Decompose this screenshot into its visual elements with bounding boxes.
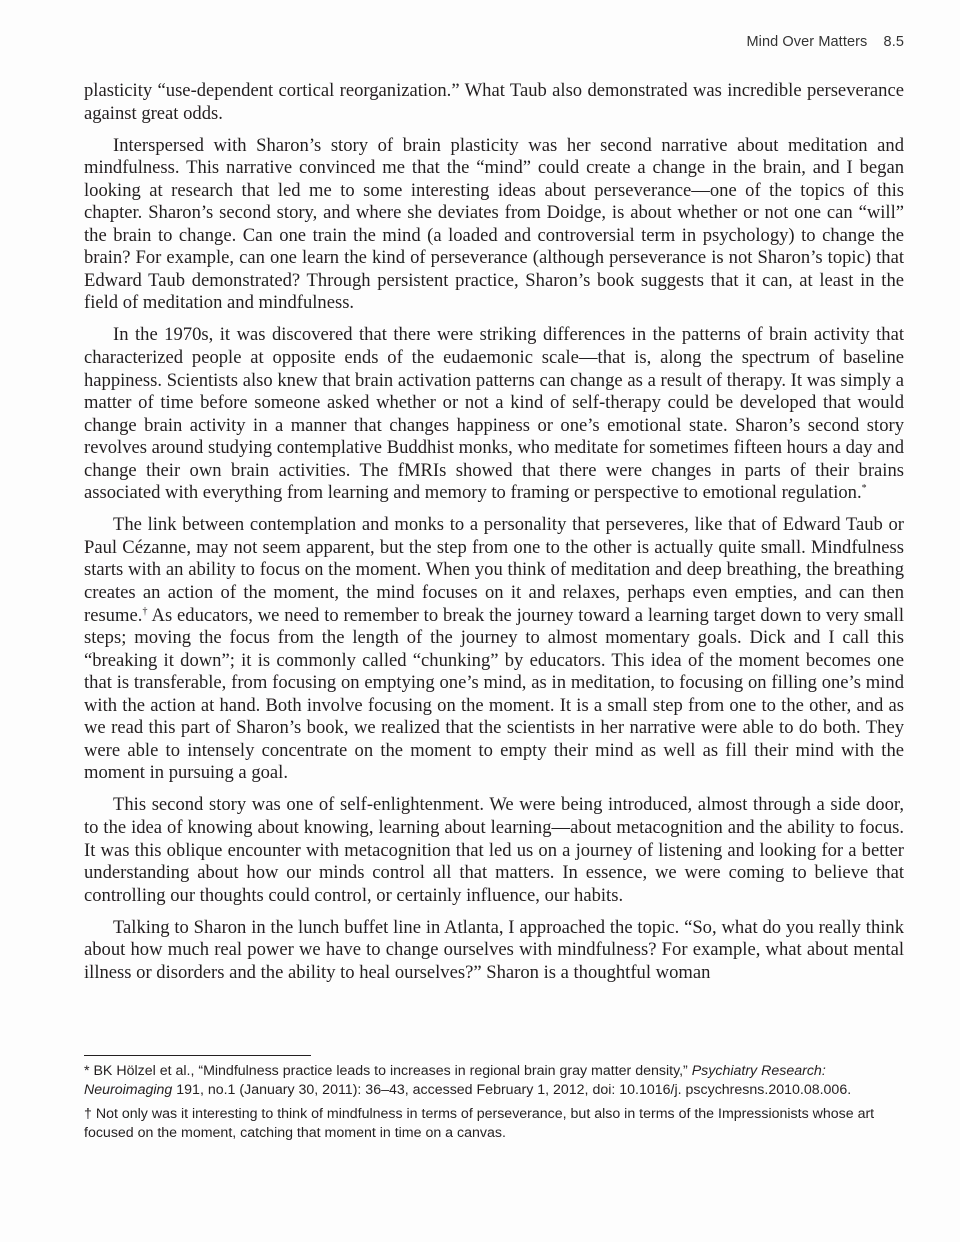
footnote-2 (84, 1105, 904, 1143)
footnote-1-text: * BK Hölzel et al., “Mindfulness practice leads to increases in regional brain gray matter density,” (84, 1063, 692, 1079)
footnotes (84, 1062, 904, 1148)
running-head (746, 34, 904, 50)
footnote-1-journal: Psychiatry Research: Neuroimaging (84, 1063, 826, 1098)
paragraph-6-text: Talking to Sharon in the lunch buffet line in Atlanta, I approached the topic. “So, what do you really think about how much real power we have to change ourselves with mindfulness? For example, what about mental illness or disorders and the ability to heal ourselves?” Sharon is a thoughtful woman (84, 916, 904, 983)
footnote-2-text: † Not only was it interesting to think of mindfulness in terms of perseverance, but also in terms of the Impressionists whose art focused on the moment, catching that moment in time on a canvas. (84, 1106, 875, 1141)
body-text (84, 80, 904, 994)
paragraph-2 (84, 135, 904, 315)
paragraph-4-text-a: The link between contemplation and monks to a personality that perseveres, like that of Edward Taub or Paul Cézanne, may not seem apparent, but the step from one to the other is actually quite small. Mindfulness starts with an ability to focus on the moment. When you think of meditation and deep breathing, the breathing creates an action of the moment, the mind focuses on it and relaxes, perhaps even empties, and can then resume. (84, 514, 904, 626)
paragraph-3 (84, 324, 904, 504)
running-head-title: Mind Over Matters (746, 34, 868, 50)
footnote-1-citation: 191, no.1 (January 30, 2011): 36–43, accessed February 1, 2012, doi: 10.1016/j. pscychresns.2010.08.006. (172, 1082, 852, 1098)
paragraph-5 (84, 794, 904, 907)
paragraph-2-text: Interspersed with Sharon’s story of brain plasticity was her second narrative about meditation and mindfulness. This narrative convinced me that the “mind” could create a change in the brain, and I began looking at research that led me to some interesting ideas about perseverance—one of the topics of this chapter. Sharon’s second story, and where she deviates from Doidge, is about whether or not one can “will” the brain to change. Can one train the mind (a loaded and controversial term in psychology) to change the brain? For example, can one learn the kind of perseverance (although perseverance is not Sharon’s topic) that Edward Taub demonstrated? Through persistent practice, Sharon’s book suggests that it can, at least in the field of meditation and mindfulness. (84, 134, 904, 314)
footnote-marker-asterisk: * (861, 483, 867, 495)
footnote-marker-dagger: † (142, 605, 148, 617)
paragraph-1-text: plasticity “use-dependent cortical reorganization.” What Taub also demonstrated was incredible perseverance against great odds. (84, 80, 904, 124)
paragraph-4 (84, 514, 904, 785)
page-number: 8.5 (883, 34, 904, 50)
paragraph-3-text: In the 1970s, it was discovered that there were striking differences in the patterns of brain activity that characterized people at opposite ends of the eudaemonic scale—that is, along the spectrum of baseline happiness. Scientists also knew that brain activation patterns can change as a result of therapy. It was simply a matter of time before someone asked whether or not a kind of self-therapy could be developed that would change brain activity in a manner that changes happiness or one’s emotional state. Sharon’s second story revolves around studying contemplative Buddhist monks, who meditate for sometimes fifteen hours a day and change their own brain activities. The fMRIs showed that there were changes in parts of their brains associated with everything from learning and memory to framing or perspective to emotional regulation. (84, 324, 904, 504)
paragraph-5-text: This second story was one of self-enlightenment. We were being introduced, almost through a side door, to the idea of knowing about knowing, learning about learning—about metacognition and the ability to focus. It was this oblique encounter with metacognition that led us on a journey of listening and looking for a better understanding about how our minds control all that matters. In essence, we were coming to believe that controlling our thoughts could control, or certainly influence, our habits. (84, 794, 904, 906)
paragraph-6 (84, 917, 904, 985)
paragraph-1 (84, 80, 904, 125)
paragraph-4-text-b: As educators, we need to remember to break the journey toward a learning target down to very small steps; moving the focus from the length of the journey to almost momentary goals. Dick and I call this “breaking it down”; it is commonly called “chunking” by educators. This idea of the moment becomes one that is transferable, from focusing on emptying one’s mind, as in meditation, to focusing on filling one’s mind with the action at hand. Both involve focusing on the moment. It is a small step from one to the other, and as we read this part of Sharon’s book, we realized that the scientists in her narrative were able to do both. They were able to intensely concentrate on the moment to empty their mind as well as fill their mind with the moment in pursuing a goal. (84, 604, 904, 784)
footnote-1 (84, 1062, 904, 1100)
footnote-divider (84, 1055, 311, 1056)
